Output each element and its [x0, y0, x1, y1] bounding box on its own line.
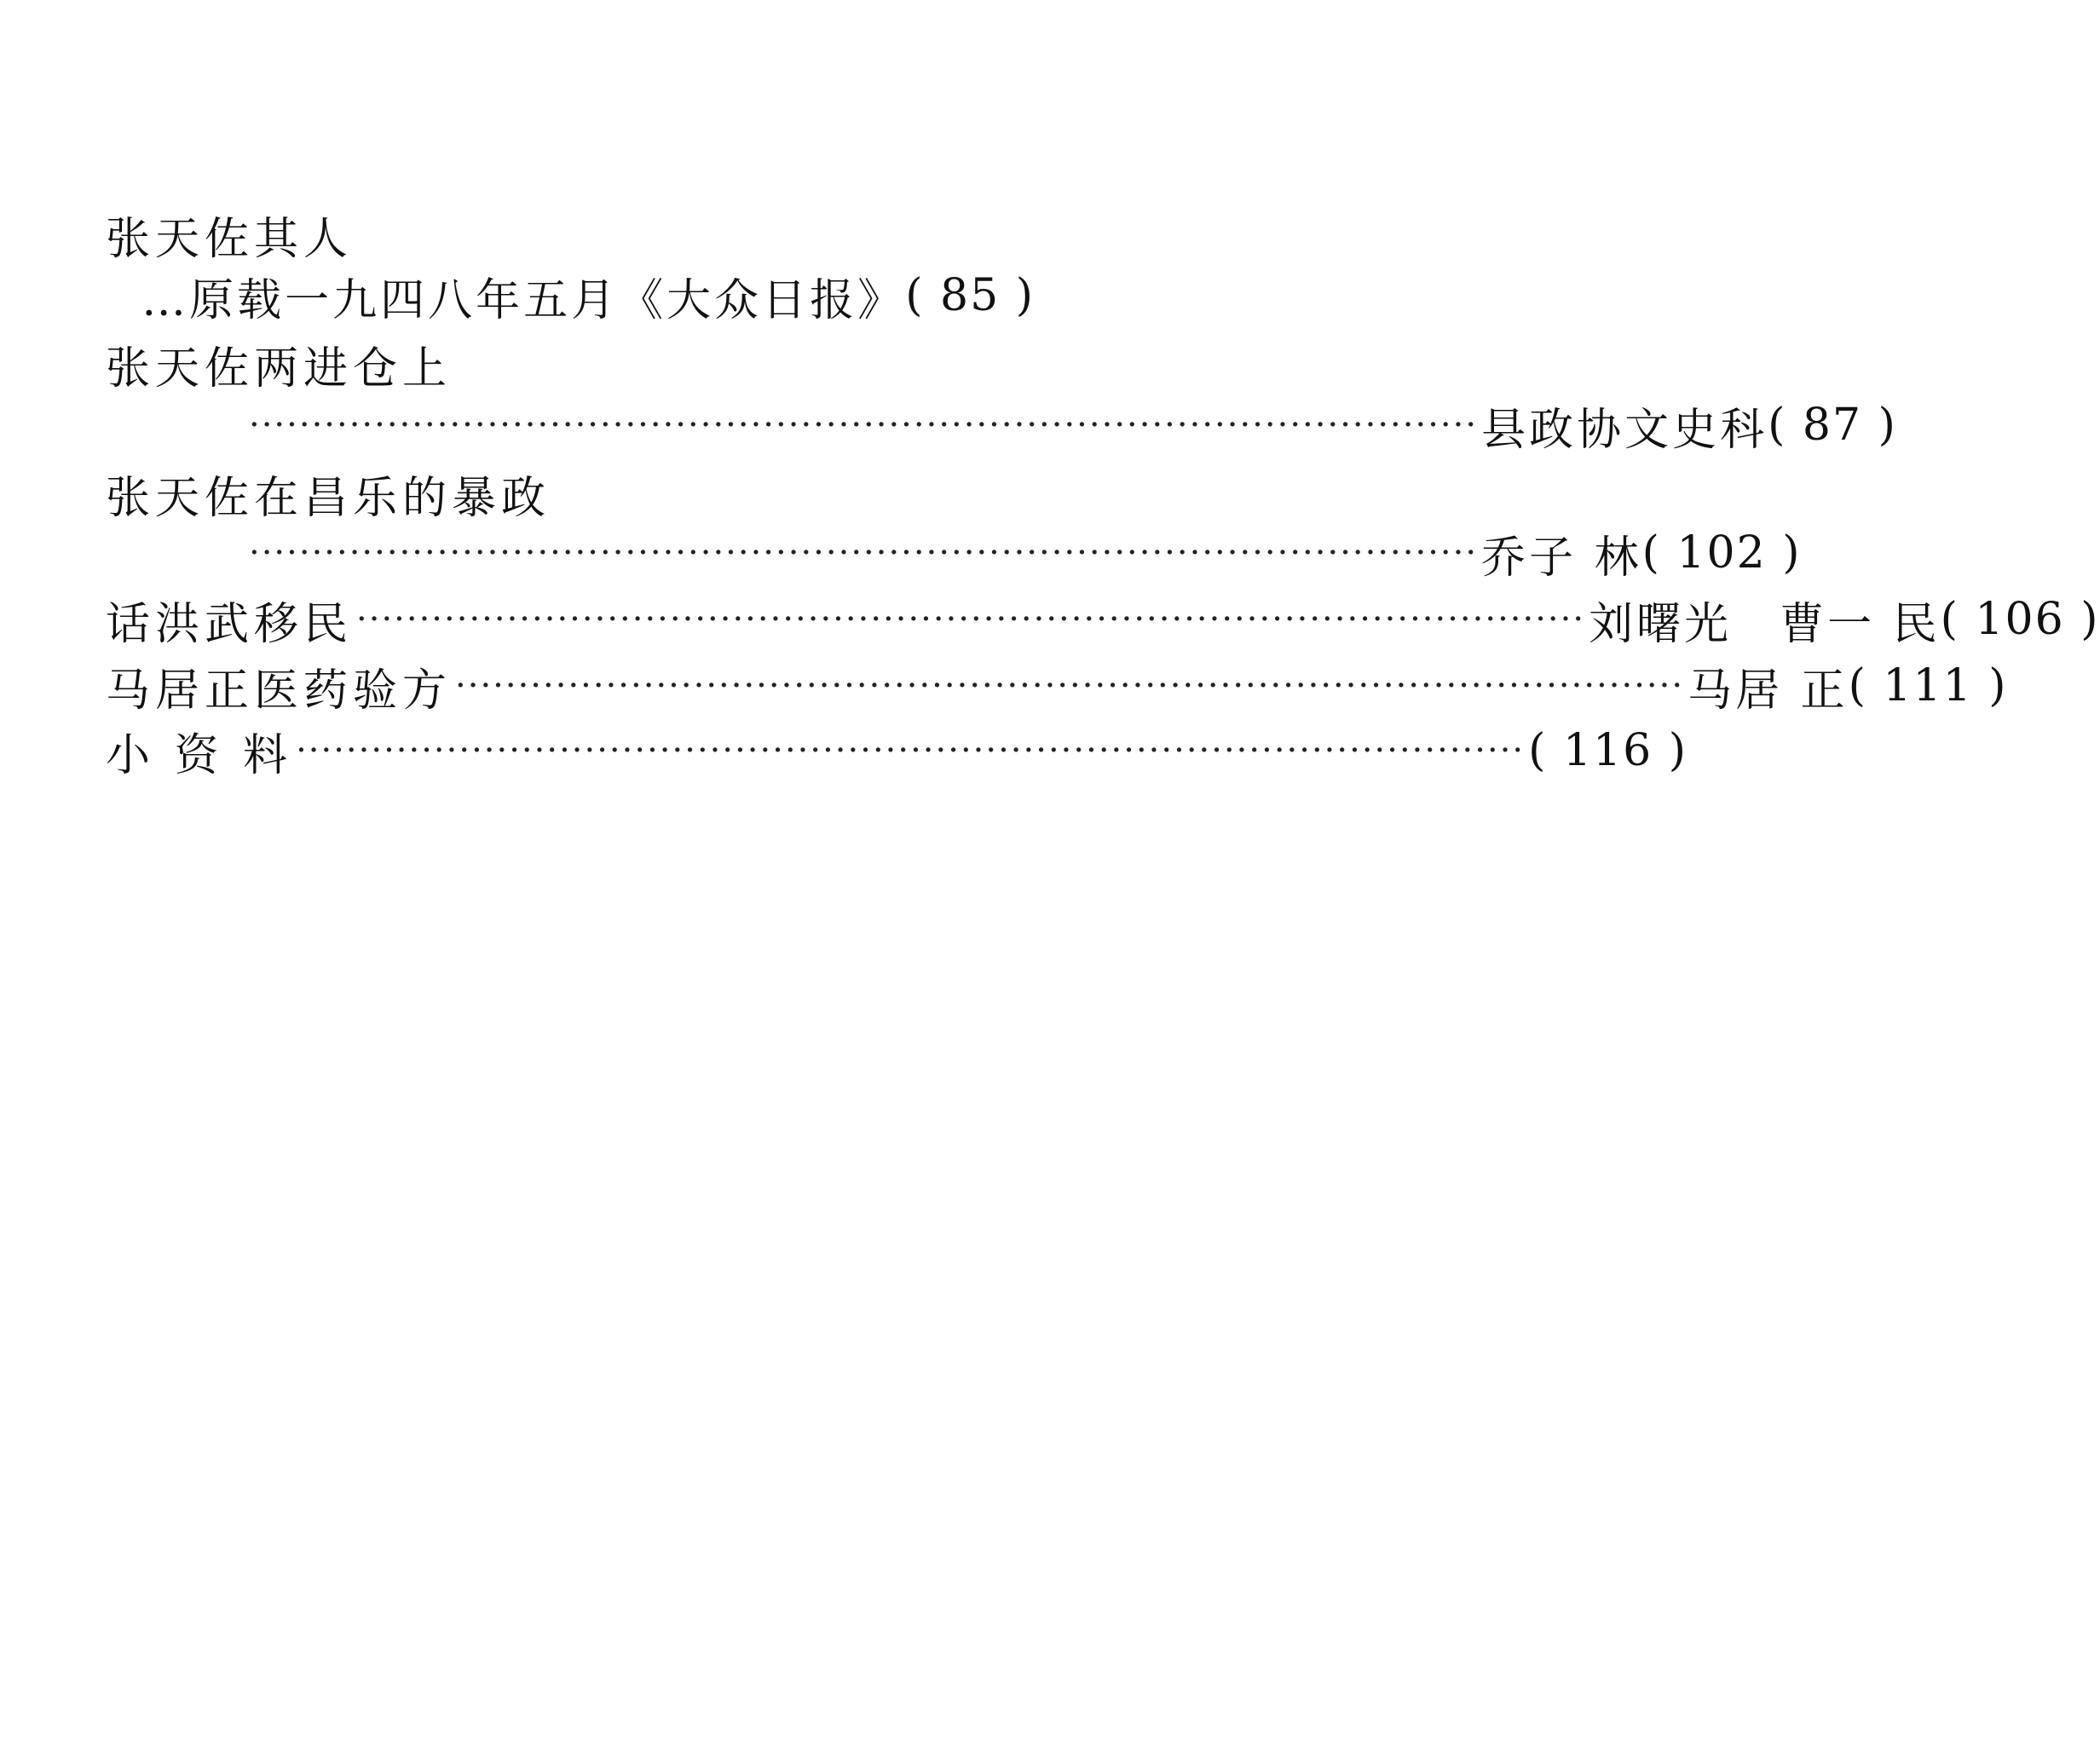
entry-page-number: ( 106 ): [1940, 594, 2100, 645]
entry-source: 刘曙光 曹一 民: [1589, 598, 1941, 650]
dot-leader: ··································································································: [249, 406, 1479, 445]
toc-entry-title[interactable]: [106, 334, 1035, 394]
entry-source: 县政协文史科: [1481, 404, 1768, 456]
entry-source: 乔子 林: [1481, 532, 1642, 584]
toc-entry[interactable]: [106, 656, 2008, 717]
toc-entry[interactable]: [106, 721, 1688, 781]
entry-title: 马居正医药验方: [106, 665, 453, 717]
toc-entry-source-line: [245, 523, 1802, 584]
dot-leader: ··································································································: [455, 666, 1685, 705]
entry-title: 小 资 料: [106, 729, 293, 781]
entry-title: 张天佐在昌乐的暴政: [106, 472, 551, 524]
toc-entry-title[interactable]: [106, 204, 1035, 264]
toc-entry-source-line: [141, 266, 1035, 326]
entry-page-number: ( 85 ): [905, 270, 1035, 321]
dot-leader: ··································································································: [356, 600, 1586, 639]
dot-leader: ··································································································: [249, 533, 1479, 573]
entry-title: 张天佐两进仓上: [106, 343, 453, 394]
dot-leader: ··································································································: [296, 731, 1526, 770]
entry-page-number: ( 87 ): [1768, 400, 1897, 451]
toc-entry-title[interactable]: [106, 464, 1035, 523]
entry-source: …原载一九四八年五月《大众日报》: [141, 274, 906, 326]
toc-entry[interactable]: [106, 590, 2100, 650]
entry-page-number: ( 116 ): [1528, 725, 1688, 776]
toc-entry-source-line: [245, 395, 1897, 456]
entry-page-number: ( 111 ): [1848, 660, 2008, 711]
entry-title: 张天佐其人: [106, 213, 354, 265]
entry-page-number: ( 102 ): [1641, 527, 1802, 579]
entry-title: 话洪武移民: [106, 598, 354, 650]
entry-source: 马居 正: [1688, 665, 1849, 717]
